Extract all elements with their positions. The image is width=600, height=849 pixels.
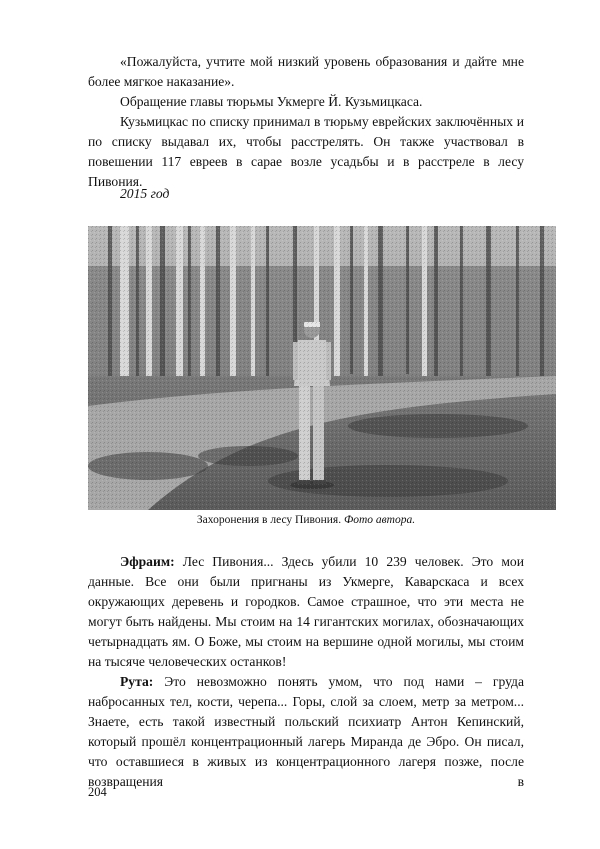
- photo-caption: [88, 514, 524, 526]
- year-label: 2015 год: [120, 186, 170, 201]
- kuzmickas-description: Кузьмицкас по списку принимал в тюрьму еврейских заключённых и по списку выдавал их, чтобы расстрелять. Он также участвовал в повешении 117 евреев в сарае возле усадьбы и в расстреле в лесу Пивония.: [88, 114, 524, 189]
- forest-photo: [88, 226, 556, 510]
- speaker-name: Рута:: [120, 674, 154, 689]
- dialogue-ruta: [88, 672, 524, 792]
- quote-source: Обращение главы тюрьмы Укмерге Й. Кузьмицкаса.: [120, 94, 423, 109]
- dialogue-text: [88, 552, 524, 792]
- intro-text: [88, 52, 524, 192]
- speech-text: Лес Пивония... Здесь убили 10 239 человек. Это мои данные. Все они были пригнаны из Укмерге, Каварскаса и всех окружающих деревень и городков. Самое страшное, что эти места не могут быть найдены. Мы стоим на 14 гигантских могилах, обозначающих четырнадцать ям. О Боже, мы стоим на вершине одной могилы, мы стоим на тысяче человеческих останков!: [88, 554, 524, 669]
- caption-text: Захоронения в лесу Пивония.: [196, 514, 342, 526]
- dialogue-efraim: [88, 552, 524, 672]
- caption-credit: Фото автора.: [343, 514, 416, 526]
- speech-text: Это невозможно понять умом, что под нами – груда набросанных тел, кости, черепа... Горы, слой за слоем, метр за метром... Знаете, есть такой известный польский психиатр Антон Кепинский, который прошёл концентрационный лагерь Миранда де Эбро. Он писал, что оставшиеся в живых из концентрационного лагеря позже, после возвращения в: [88, 674, 524, 789]
- speaker-name: Эфраим:: [120, 554, 175, 569]
- page-number: 204: [88, 785, 107, 799]
- prisoner-quote: «Пожалуйста, учтите мой низкий уровень образования и дайте мне более мягкое наказание».: [88, 54, 524, 89]
